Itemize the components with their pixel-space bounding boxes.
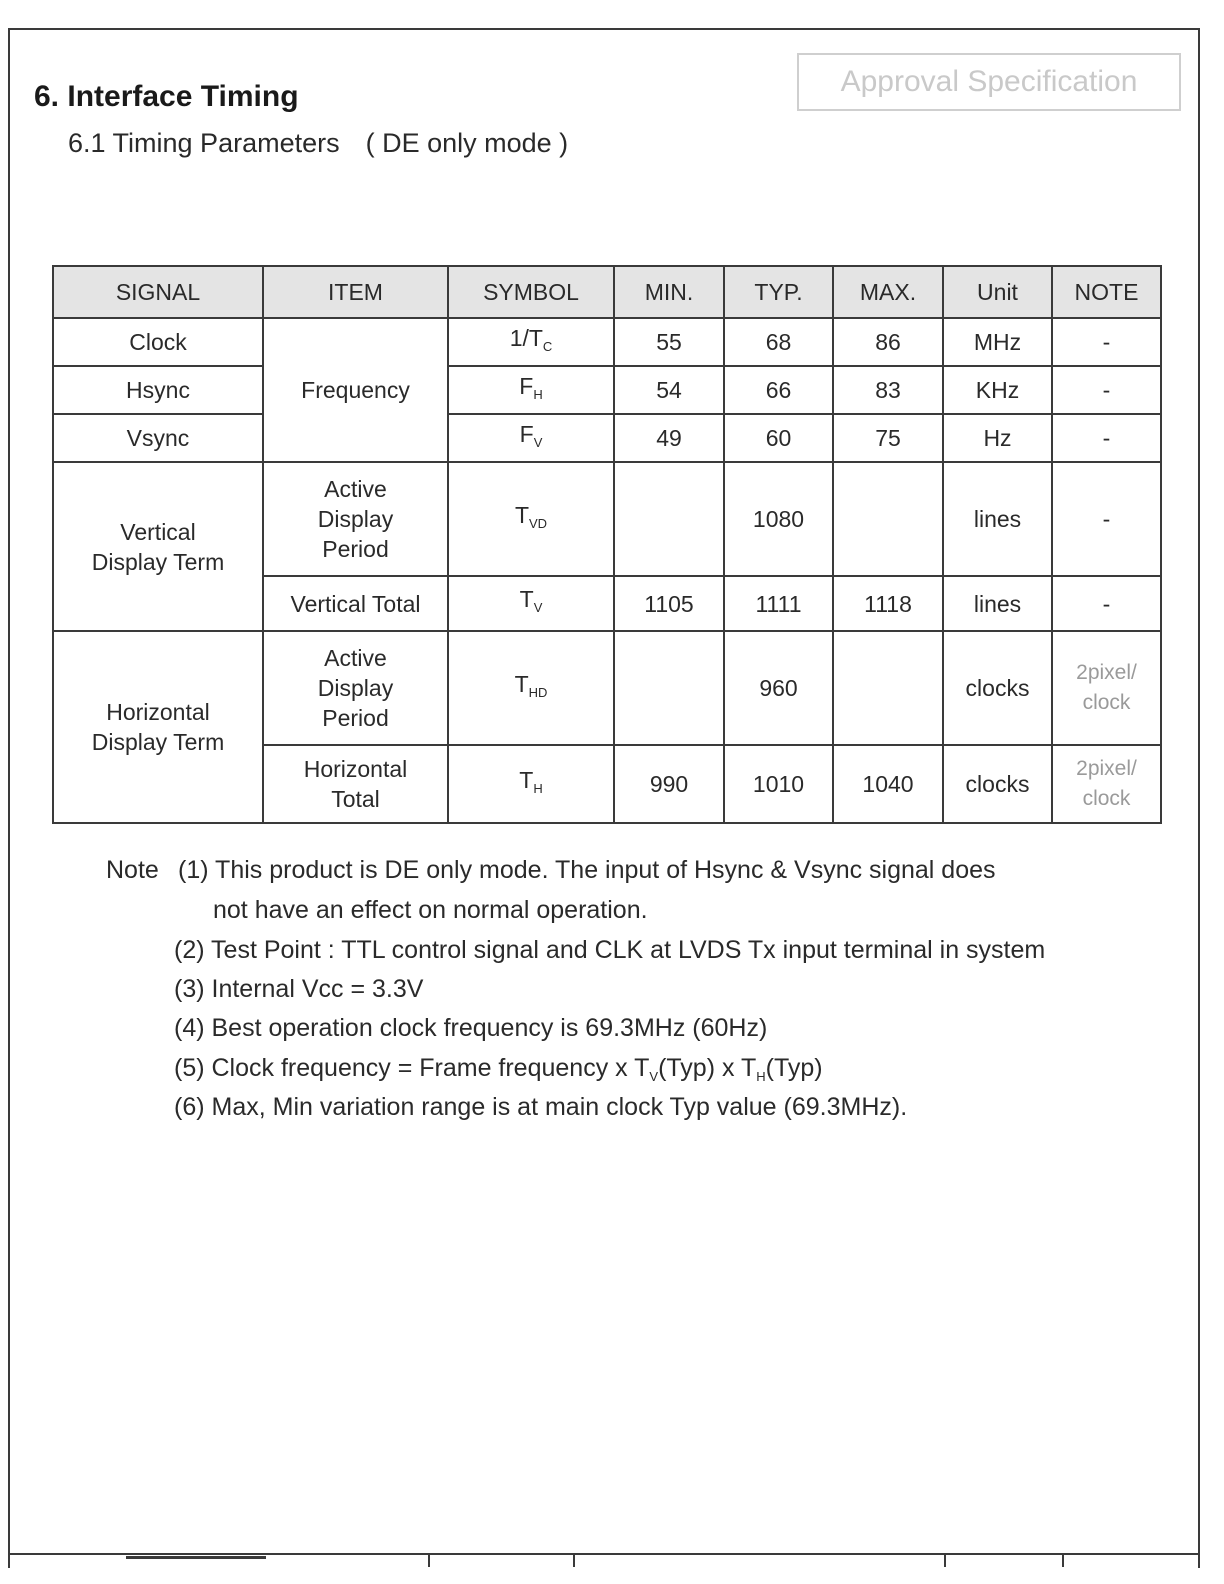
column-header: Unit — [943, 266, 1052, 318]
column-header: ITEM — [263, 266, 448, 318]
item-cell: Active Display Period — [263, 462, 448, 576]
symbol-cell: $F_V$ — [448, 414, 614, 462]
item-cell: Frequency — [263, 318, 448, 462]
column-header: NOTE — [1052, 266, 1161, 318]
typ-cell: 1111 — [724, 576, 833, 631]
max-cell: 86 — [833, 318, 943, 366]
unit-cell: clocks — [943, 745, 1052, 823]
symbol-cell: $F_H$ — [448, 366, 614, 414]
max-cell: 1040 — [833, 745, 943, 823]
signal-cell: Clock — [53, 318, 263, 366]
footer-divider — [428, 1553, 430, 1567]
symbol-cell: $T_{HD}$ — [448, 631, 614, 745]
max-cell — [833, 462, 943, 576]
typ-cell: 1080 — [724, 462, 833, 576]
table-row — [53, 631, 1161, 745]
note-cell: - — [1052, 366, 1161, 414]
min-cell: 54 — [614, 366, 724, 414]
note-cell: - — [1052, 462, 1161, 576]
unit-cell: KHz — [943, 366, 1052, 414]
max-cell: 75 — [833, 414, 943, 462]
approval-label: Approval Specification — [840, 65, 1138, 98]
note-cell: - — [1052, 318, 1161, 366]
section-title: 6. Interface Timing — [34, 80, 299, 113]
note-cell: - — [1052, 576, 1161, 631]
item-cell: Vertical Total — [263, 576, 448, 631]
note-cell: 2pixel/ clock — [1052, 631, 1161, 745]
max-cell — [833, 631, 943, 745]
note-cell: - — [1052, 414, 1161, 462]
symbol-cell: $1/T_C$ — [448, 318, 614, 366]
footer-divider — [944, 1553, 946, 1567]
symbol-cell: $T_V$ — [448, 576, 614, 631]
subsection-mode: ( DE only mode ) — [365, 128, 569, 158]
subsection-name: 6.1 Timing Parameters — [68, 128, 340, 158]
footer-divider — [1062, 1553, 1064, 1567]
min-cell — [614, 462, 724, 576]
footer-tab-marker — [126, 1556, 266, 1559]
note-item: (3) Internal Vcc = 3.3V — [174, 975, 424, 1003]
column-header: MIN. — [614, 266, 724, 318]
typ-cell: 1010 — [724, 745, 833, 823]
timing-parameters-table — [52, 265, 1162, 824]
unit-cell: Hz — [943, 414, 1052, 462]
signal-cell: Vsync — [53, 414, 263, 462]
note-item: (1) This product is DE only mode. The input of Hsync & Vsync signal does — [178, 856, 996, 884]
unit-cell: lines — [943, 576, 1052, 631]
table-row — [53, 318, 1161, 366]
max-cell: 1118 — [833, 576, 943, 631]
unit-cell: clocks — [943, 631, 1052, 745]
note-item: (6) Max, Min variation range is at main clock Typ value (69.3MHz). — [174, 1093, 908, 1121]
typ-cell: 60 — [724, 414, 833, 462]
column-header: SYMBOL — [448, 266, 614, 318]
column-header: SIGNAL — [53, 266, 263, 318]
typ-cell: 960 — [724, 631, 833, 745]
footer-divider — [573, 1553, 575, 1567]
symbol-cell: $T_{VD}$ — [448, 462, 614, 576]
note-item: (2) Test Point : TTL control signal and CLK at LVDS Tx input terminal in system — [174, 936, 1046, 964]
table-row — [53, 414, 1161, 462]
notes-prefix: Note — [106, 856, 159, 884]
note-item: (5) Clock frequency = Frame frequency x $T_V(Typ)$ x $T_H(Typ)$ — [174, 1054, 823, 1084]
min-cell: 55 — [614, 318, 724, 366]
unit-cell: lines — [943, 462, 1052, 576]
column-header: TYP. — [724, 266, 833, 318]
min-cell — [614, 631, 724, 745]
typ-cell: 66 — [724, 366, 833, 414]
signal-cell: Hsync — [53, 366, 263, 414]
min-cell: 49 — [614, 414, 724, 462]
symbol-cell: $T_H$ — [448, 745, 614, 823]
footer-rule — [8, 1553, 1200, 1555]
subsection-title — [68, 128, 568, 159]
table-row — [53, 366, 1161, 414]
approval-specification-stamp — [797, 53, 1181, 111]
note-cell: 2pixel/ clock — [1052, 745, 1161, 823]
note-item: not have an effect on normal operation. — [213, 896, 648, 924]
item-cell: Horizontal Total — [263, 745, 448, 823]
column-header: MAX. — [833, 266, 943, 318]
item-cell: Active Display Period — [263, 631, 448, 745]
typ-cell: 68 — [724, 318, 833, 366]
signal-cell: Horizontal Display Term — [53, 631, 263, 823]
min-cell: 990 — [614, 745, 724, 823]
signal-cell: Vertical Display Term — [53, 462, 263, 631]
note-item: (4) Best operation clock frequency is 69.3MHz (60Hz) — [174, 1014, 768, 1042]
max-cell: 83 — [833, 366, 943, 414]
min-cell: 1105 — [614, 576, 724, 631]
unit-cell: MHz — [943, 318, 1052, 366]
table-row — [53, 462, 1161, 576]
table-header-row — [53, 266, 1161, 318]
